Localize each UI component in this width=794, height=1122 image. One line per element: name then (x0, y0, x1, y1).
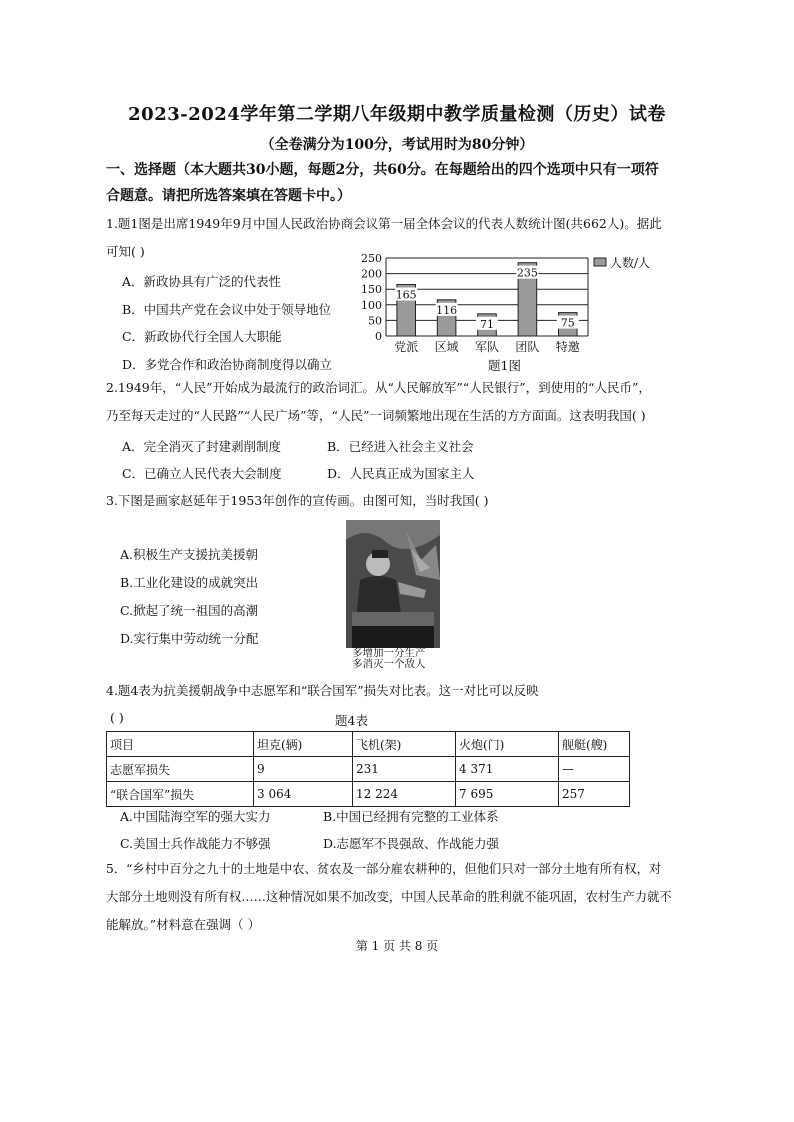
q3-option-a: A.积极生产支援抗美援朝 (120, 547, 259, 562)
poster-caption-line-1: 多增加一分生产 (352, 647, 426, 659)
q4-paren: ( ) (110, 710, 124, 725)
table-4 (106, 731, 630, 807)
q1-option-b: B．中国共产党在会议中处于领导地位 (122, 302, 332, 317)
q3-option-b: B.工业化建设的成就突出 (120, 575, 259, 590)
y-tick-label: 200 (361, 267, 382, 281)
table-cell: 12 224 (353, 782, 456, 807)
table-cell: 4 371 (456, 757, 559, 782)
data-label: 165 (395, 288, 417, 302)
exam-title: 2023-2024学年第二学期八年级期中教学质量检测（历史）试卷 (128, 104, 666, 125)
q4-option-b: B.中国已经拥有完整的工业体系 (323, 809, 499, 824)
y-tick-label: 50 (368, 314, 382, 328)
x-tick-label: 军队 (474, 340, 500, 354)
legend-swatch (594, 258, 606, 266)
data-label: 75 (560, 316, 575, 330)
q5-stem-line-3: 能解放。”材料意在强调（ ） (106, 917, 261, 932)
q1-option-a: A．新政协具有广泛的代表性 (122, 274, 282, 289)
q4-option-d: D.志愿军不畏强敌、作战能力强 (323, 836, 500, 851)
table-cell: 志愿军损失 (107, 757, 254, 782)
q2-option-b: B．已经进入社会主义社会 (327, 439, 474, 454)
q2-option-c: C．已确立人民代表大会制度 (122, 466, 282, 481)
y-tick-label: 150 (361, 283, 382, 297)
q3-stem: 3.下图是画家赵延年于1953年创作的宣传画。由图可知，当时我国( ) (106, 493, 489, 508)
data-label: 116 (436, 303, 458, 317)
table-cell: 231 (353, 757, 456, 782)
figure-1-bar-chart (352, 250, 682, 354)
q1-stem-line-1: 1.题1图是出席1949年9月中国人民政治协商会议第一届全体会议的代表人数统计图(共662人)。据此 (106, 216, 662, 231)
x-tick-label: 党派 (394, 340, 419, 354)
data-label: 71 (480, 317, 494, 331)
x-tick-label: 团队 (515, 340, 540, 354)
q4-option-a: A.中国陆海空军的强大实力 (120, 809, 271, 824)
section-heading-line-2: 合题意。请把所选答案填在答题卡中。） (106, 188, 351, 204)
q1-option-c: C．新政协代行全国人大职能 (122, 329, 282, 344)
page-footer: 第 1 页 共 8 页 (355, 939, 439, 953)
figure-1-caption: 题1图 (488, 358, 521, 373)
x-tick-label: 特邀 (555, 340, 580, 354)
table-row (107, 782, 630, 807)
q3-option-c: C.掀起了统一祖国的高潮 (120, 603, 259, 618)
data-label: 235 (516, 266, 538, 280)
table-cell: — (559, 757, 630, 782)
table-header-cell: 火炮(门) (456, 732, 559, 757)
q3-option-d: D.实行集中劳动统一分配 (120, 631, 259, 646)
q2-option-d: D．人民真正成为国家主人 (327, 466, 475, 481)
y-tick-label: 250 (361, 252, 382, 265)
table-header-cell: 飞机(架) (353, 732, 456, 757)
table-header-cell: 坦克(辆) (254, 732, 353, 757)
table-header-row (107, 732, 630, 757)
table-header-cell: 项目 (107, 732, 254, 757)
q1-stem-line-2: 可知( ) (106, 244, 145, 259)
table-header-cell: 舰艇(艘) (559, 732, 630, 757)
x-tick-label: 区域 (434, 340, 459, 354)
table-cell: 257 (559, 782, 630, 807)
table-cell: “联合国军”损失 (107, 782, 254, 807)
table-cell: 7 695 (456, 782, 559, 807)
q2-stem-line-1: 2.1949年，“人民”开始成为最流行的政治词汇。从“人民解放军”“人民银行”，到使用的“人民币”， (106, 380, 651, 395)
table-cell: 3 064 (254, 782, 353, 807)
poster-caption-line-2: 多消灭一个敌人 (352, 658, 426, 670)
y-tick-label: 100 (361, 298, 382, 312)
table-cell: 9 (254, 757, 353, 782)
section-heading-line-1: 一、选择题（本大题共30小题，每题2分，共60分。在每题给出的四个选项中只有一项符 (106, 162, 659, 178)
table-4-title: 题4表 (335, 713, 368, 728)
q1-option-d: D．多党合作和政治协商制度得以确立 (122, 357, 333, 372)
table-row (107, 757, 630, 782)
q4-stem: 4.题4表为抗美援朝战争中志愿军和“联合国军”损失对比表。这一对比可以反映 (106, 683, 539, 698)
exam-subtitle: （全卷满分为100分，考试用时为80分钟） (260, 137, 534, 153)
q5-stem-line-1: 5．“乡村中百分之九十的土地是中农、贫农及一部分雇农耕种的，但他们只对一部分土地有所有权，对 (106, 862, 662, 876)
q5-stem-line-2: 大部分土地则没有所有权……这种情况如果不加改变，中国人民革命的胜利就不能巩固，农村生产力就不 (106, 890, 672, 904)
q2-stem-line-2: 乃至每天走过的“人民路”“人民广场”等，“人民”一词频繁地出现在生活的方方面面。这表明我国( ) (106, 408, 646, 423)
q2-option-a: A．完全消灭了封建剥削制度 (122, 439, 282, 454)
y-tick-label: 0 (375, 330, 382, 343)
q4-option-c: C.美国士兵作战能力不够强 (120, 836, 271, 851)
legend-label: 人数/人 (610, 256, 651, 270)
propaganda-poster-image (346, 520, 440, 648)
